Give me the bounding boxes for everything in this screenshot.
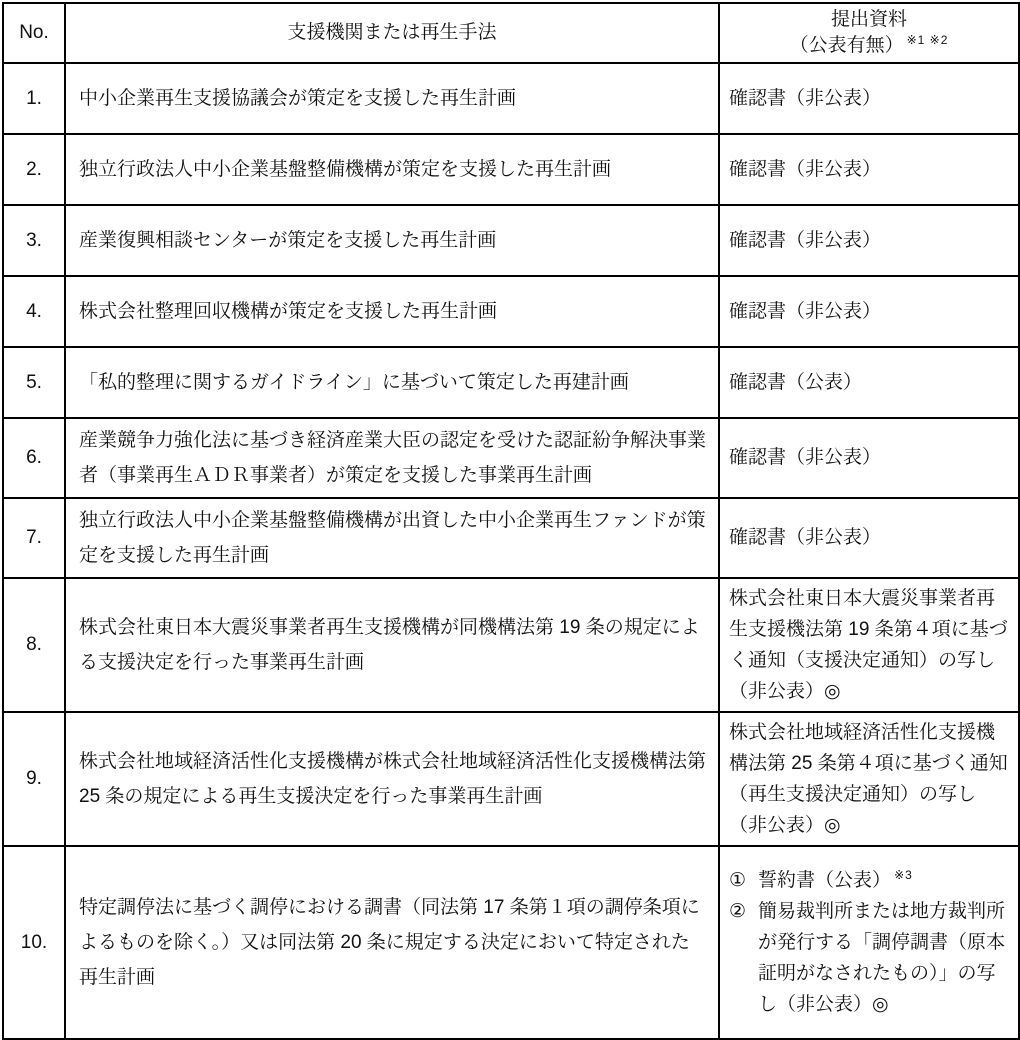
docs-column-header	[719, 3, 1019, 63]
row-1-method: 中小企業再生支援協議会が策定を支援した再生計画	[65, 63, 719, 134]
table-row	[3, 712, 1019, 846]
row-2-method: 独立行政法人中小企業基盤整備機構が策定を支援した再生計画	[65, 134, 719, 205]
row-3-docs: 確認書（非公表）	[719, 205, 1019, 276]
row-9-no: 9.	[3, 712, 65, 846]
doc-item-1-marker: ①	[729, 870, 747, 891]
table-row	[3, 63, 1019, 134]
table-row	[3, 418, 1019, 498]
row-8-no: 8.	[3, 578, 65, 712]
table-row	[3, 578, 1019, 712]
docs-header-footnote-marks: ※1 ※2	[906, 32, 949, 47]
table-row	[3, 498, 1019, 578]
method-column-header: 支援機関または再生手法	[65, 3, 719, 63]
header-row	[3, 3, 1019, 63]
doc-item-1	[729, 865, 1012, 896]
submission-documents-table	[2, 2, 1020, 1040]
row-7-no: 7.	[3, 498, 65, 578]
row-9-method: 株式会社地域経済活性化支援機構が株式会社地域経済活性化支援機構法第 25 条の規定による再生支援決定を行った事業再生計画	[65, 712, 719, 846]
row-6-method: 産業競争力強化法に基づき経済産業大臣の認定を受けた認証紛争解決事業者（事業再生ＡＤＲ事業者）が策定を支援した事業再生計画	[65, 418, 719, 498]
table-row	[3, 134, 1019, 205]
row-10-docs	[719, 846, 1019, 1039]
docs-header-line2: （公表有無） $^{※1 ※2}$	[789, 32, 949, 56]
docs-header-line1: 提出資料	[830, 9, 907, 30]
row-6-no: 6.	[3, 418, 65, 498]
row-9-docs: 株式会社地域経済活性化支援機構法第 25 条第４項に基づく通知（再生支援決定通知）の写し（非公表）◎	[719, 712, 1019, 846]
doc-item-2	[729, 896, 1012, 1020]
row-5-method: 「私的整理に関するガイドライン」に基づいて策定した再建計画	[65, 347, 719, 418]
row-1-no: 1.	[3, 63, 65, 134]
table-row	[3, 276, 1019, 347]
row-2-no: 2.	[3, 134, 65, 205]
row-7-docs: 確認書（非公表）	[719, 498, 1019, 578]
doc-item-1-text: 誓約書（公表） $^{※3}$	[758, 867, 913, 891]
row-7-method: 独立行政法人中小企業基盤整備機構が出資した中小企業再生ファンドが策定を支援した再生計画	[65, 498, 719, 578]
row-8-method: 株式会社東日本大震災事業者再生支援機構が同機構法第 19 条の規定による支援決定を行った事業再生計画	[65, 578, 719, 712]
row-1-docs: 確認書（非公表）	[719, 63, 1019, 134]
row-4-docs: 確認書（非公表）	[719, 276, 1019, 347]
doc-item-2-text: 簡易裁判所または地方裁判所が発行する「調停調書（原本証明がなされたもの）」の写し（非公表）◎	[758, 901, 1006, 1015]
row-8-docs: 株式会社東日本大震災事業者再生支援機法第 19 条第４項に基づく通知（支援決定通知）の写し（非公表）◎	[719, 578, 1019, 712]
row-3-no: 3.	[3, 205, 65, 276]
doc-item-2-marker: ②	[729, 901, 747, 922]
table-row	[3, 205, 1019, 276]
table-row	[3, 846, 1019, 1039]
row-6-docs: 確認書（非公表）	[719, 418, 1019, 498]
row-10-no: 10.	[3, 846, 65, 1039]
row-2-docs: 確認書（非公表）	[719, 134, 1019, 205]
row-5-docs: 確認書（公表）	[719, 347, 1019, 418]
no-column-header: No.	[3, 3, 65, 63]
doc-item-1-footnote-mark: ※3	[894, 867, 913, 882]
row-10-method: 特定調停法に基づく調停における調書（同法第 17 条第１項の調停条項によるものを除く。）又は同法第 20 条に規定する決定において特定された再生計画	[65, 846, 719, 1039]
row-4-method: 株式会社整理回収機構が策定を支援した再生計画	[65, 276, 719, 347]
table-row	[3, 347, 1019, 418]
row-4-no: 4.	[3, 276, 65, 347]
row-5-no: 5.	[3, 347, 65, 418]
row-3-method: 産業復興相談センターが策定を支援した再生計画	[65, 205, 719, 276]
